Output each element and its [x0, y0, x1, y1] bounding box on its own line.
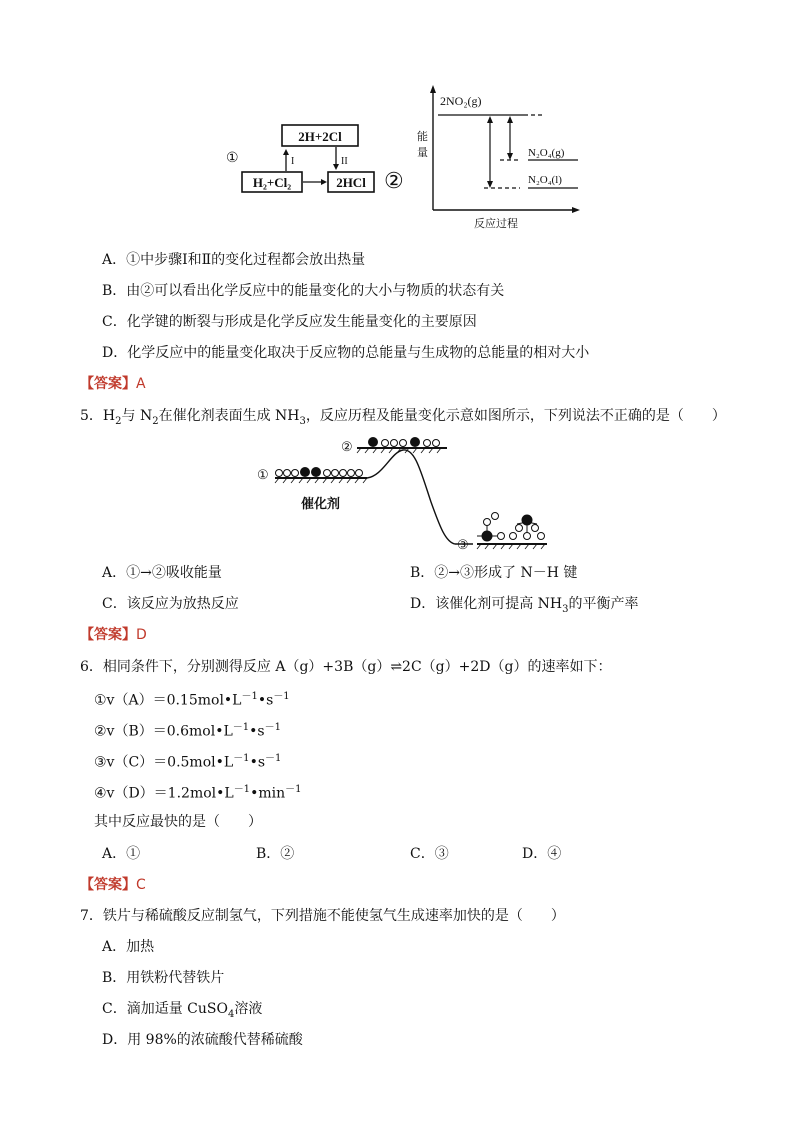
- state-3-molecules: [477, 513, 545, 542]
- q5-option-d-sub: 3: [562, 603, 569, 615]
- level-top-label: 2NO₂(g): [440, 94, 482, 108]
- q6-rate-4-sup1: －1: [233, 784, 251, 795]
- delta-arrow-gas-top: [507, 116, 513, 123]
- y-axis-arrow: [430, 85, 436, 93]
- q6-rate-4-mid: •min: [250, 785, 286, 802]
- q6-answer-tag: 【答案】: [80, 877, 136, 893]
- label-h2-cl2: H₂+Cl₂: [252, 175, 292, 190]
- label-step-one: I: [291, 156, 295, 167]
- q6-rate-2-label: ②v（B）＝0.6mol•L: [94, 723, 233, 740]
- level-mid-label: N₂O₄(g): [528, 147, 565, 159]
- q4-option-a: A．①中步骤Ⅰ和Ⅱ的变化过程都会放出热量: [102, 252, 366, 268]
- q4-option-b: B．由②可以看出化学反应中的能量变化的大小与物质的状态有关: [102, 283, 505, 299]
- q6-option-c: C．③: [410, 846, 449, 862]
- q7-option-c-pre: C．滴加适量 CuSO: [102, 1001, 228, 1017]
- label-2h-2cl: 2H+2Cl: [298, 129, 342, 144]
- q5-number: 5．: [80, 408, 103, 424]
- q4-answer: [80, 373, 146, 393]
- q6-rate-1-sup2: －1: [273, 691, 290, 702]
- figure-no2-energy: [412, 82, 588, 232]
- q6-rate-1-sup1: －1: [241, 691, 258, 702]
- q5-stem-nh: 在催化剂表面生成 NH: [158, 408, 300, 424]
- q6-answer: [80, 874, 146, 894]
- state-3-label: ③: [457, 537, 469, 552]
- q5-stem-h: H: [102, 408, 116, 424]
- q7-stem: 7．铁片与稀硫酸反应制氢气，下列措施不能使氢气生成速率加快的是（ ）: [80, 908, 565, 924]
- q4-answer-value: A: [136, 376, 146, 392]
- arrow-forward-head: [321, 179, 327, 185]
- catalyst-label: 催化剂: [301, 497, 341, 512]
- q6-rate-2-sup1: －1: [232, 722, 250, 733]
- delta-arrow-gas-bottom: [507, 153, 513, 160]
- q5-sub-nh3: 3: [299, 415, 306, 427]
- figure-nh3-pathway: [255, 432, 555, 552]
- y-axis-label-1: 能: [417, 131, 428, 143]
- state-1-label: ①: [257, 467, 269, 482]
- q5-sub-n2: 2: [152, 415, 159, 427]
- arrow-step-two-head: [333, 164, 339, 170]
- q5-stem-n: 与 N: [121, 408, 153, 424]
- figure-hcl-cycle: [220, 118, 420, 198]
- label-step-two: II: [341, 156, 348, 167]
- q5-answer-value: D: [136, 627, 147, 643]
- q5-answer: [80, 624, 147, 644]
- q5-option-d-post: 的平衡产率: [568, 596, 639, 612]
- q4-answer-tag: 【答案】: [80, 376, 136, 392]
- x-axis-arrow: [572, 207, 580, 213]
- q6-answer-value: C: [136, 877, 146, 893]
- q6-rate-3-label: ③v（C）＝0.5mol•L: [94, 754, 234, 771]
- q5-sub-h2: 2: [115, 415, 122, 427]
- q6-option-a: A．①: [102, 846, 141, 862]
- q6-rate-3-mid: •s: [249, 754, 266, 771]
- q5-option-d-pre: D．该催化剂可提高 NH: [410, 596, 563, 612]
- q6-option-d: D．④: [522, 846, 562, 862]
- q5-option-b: B．②→③形成了 N－H 键: [410, 565, 578, 581]
- state-2-molecules: [368, 437, 440, 447]
- q6-rate-4-sup2: －1: [285, 784, 302, 795]
- label-2hcl: 2HCl: [336, 175, 366, 190]
- q6-rate-2-mid: •s: [249, 723, 265, 740]
- label-circle-one: ①: [226, 151, 239, 166]
- q7-option-c: [102, 998, 262, 1020]
- q6-rate-1: [94, 687, 290, 710]
- q5-option-c: C．该反应为放热反应: [102, 596, 239, 612]
- q6-rate-1-label: ①v（A）＝0.15mol•L: [94, 692, 242, 709]
- q6-rate-3-sup2: －1: [265, 753, 282, 764]
- q4-option-d: D．化学反应中的能量变化取决于反应物的总能量与生成物的总能量的相对大小: [102, 345, 590, 361]
- x-axis-label: 反应过程: [474, 218, 518, 230]
- q6-stem: 6．相同条件下，分别测得反应 A（g）+3B（g）⇌2C（g）+2D（g）的速率如下：: [80, 659, 612, 675]
- q6-question: 其中反应最快的是（ ）: [94, 814, 262, 830]
- state-2-label: ②: [341, 439, 353, 454]
- level-low-label: N₂O₄(l): [528, 174, 562, 186]
- q6-rate-3: [94, 749, 281, 772]
- q7-option-a: A．加热: [102, 939, 155, 955]
- q5-stem-rest: ，反应历程及能量变化示意如图所示，下列说法不正确的是（ ）: [305, 408, 726, 424]
- label-circle-two: ②: [384, 168, 404, 193]
- q4-option-c: C．化学键的断裂与形成是化学反应发生能量变化的主要原因: [102, 314, 477, 330]
- q7-option-c-post: 溶液: [234, 1001, 263, 1017]
- q6-rate-4: [94, 780, 301, 803]
- state-1-molecules: [276, 467, 363, 477]
- q6-rate-2-sup2: －1: [264, 722, 281, 733]
- delta-arrow-total-top: [487, 116, 493, 123]
- q6-option-b: B．②: [256, 846, 295, 862]
- y-axis-label-2: 量: [417, 147, 428, 159]
- arrow-step-one-head: [283, 149, 289, 155]
- q7-option-d: D．用 98%的浓硫酸代替稀硫酸: [102, 1032, 303, 1048]
- q5-answer-tag: 【答案】: [80, 627, 136, 643]
- q7-option-b: B．用铁粉代替铁片: [102, 970, 225, 986]
- q7-option-c-sub: 4: [227, 1008, 235, 1020]
- delta-arrow-total-bottom: [487, 181, 493, 188]
- q5-option-a: A．①→②吸收能量: [102, 565, 222, 581]
- q6-rate-3-sup1: －1: [233, 753, 250, 764]
- q6-rate-2: [94, 718, 281, 741]
- q6-rate-4-label: ④v（D）＝1.2mol•L: [94, 785, 234, 802]
- q5-option-d: [410, 593, 639, 615]
- q5-stem: [80, 405, 726, 427]
- q6-rate-1-mid: •s: [257, 692, 274, 709]
